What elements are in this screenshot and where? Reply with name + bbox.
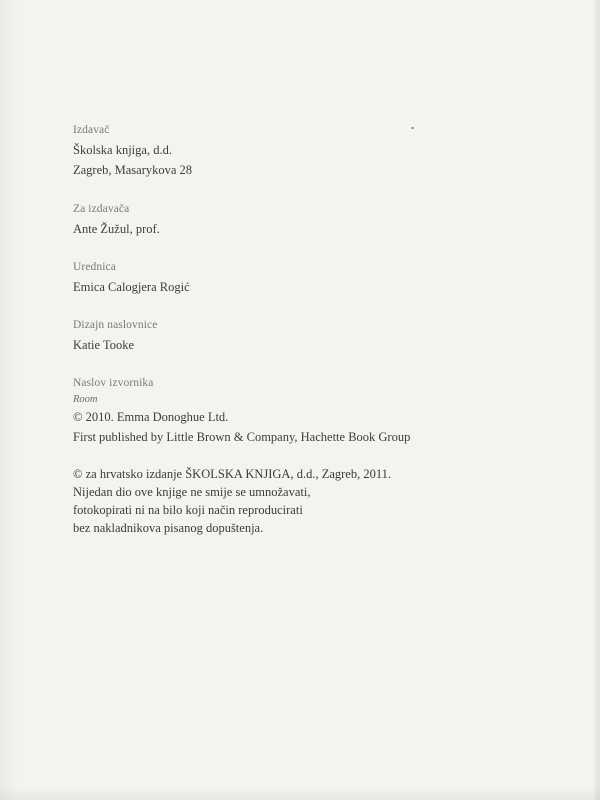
rights-notice-line: Nijedan dio ove knjige ne smije se umnožavati, xyxy=(73,485,311,499)
original-title-block xyxy=(73,373,410,447)
first-published-line: First published by Little Brown & Company, Hachette Book Group xyxy=(73,430,411,444)
cover-design-block xyxy=(73,315,157,355)
original-title-label: Naslov izvornika xyxy=(73,377,154,389)
for-publisher-name: Ante Žužul, prof. xyxy=(73,222,160,236)
rights-notice-line: bez nakladnikova pisanog dopuštenja. xyxy=(73,521,264,535)
publisher-name: Školska knjiga, d.d. xyxy=(73,143,172,157)
cover-design-label: Dizajn naslovnice xyxy=(73,319,158,331)
paper-speck xyxy=(411,127,414,129)
for-publisher-block xyxy=(73,199,160,239)
editor-label: Urednica xyxy=(73,261,116,273)
editor-block xyxy=(73,257,190,297)
cover-design-name: Katie Tooke xyxy=(73,338,135,352)
original-copyright: © 2010. Emma Donoghue Ltd. xyxy=(73,410,229,424)
original-title: Room xyxy=(73,394,98,405)
page-edge xyxy=(594,0,600,800)
croatian-edition-copyright: © za hrvatsko izdanje ŠKOLSKA KNJIGA, d.d., Zagreb, 2011. xyxy=(73,467,392,481)
publisher-block xyxy=(73,120,192,180)
editor-name: Emica Calogjera Rogić xyxy=(73,280,190,294)
publisher-label: Izdavač xyxy=(73,124,110,136)
croatian-edition-block xyxy=(73,465,391,537)
publisher-address: Zagreb, Masarykova 28 xyxy=(73,163,193,177)
for-publisher-label: Za izdavača xyxy=(73,203,130,215)
rights-notice-line: fotokopirati ni na bilo koji način reproducirati xyxy=(73,503,303,517)
